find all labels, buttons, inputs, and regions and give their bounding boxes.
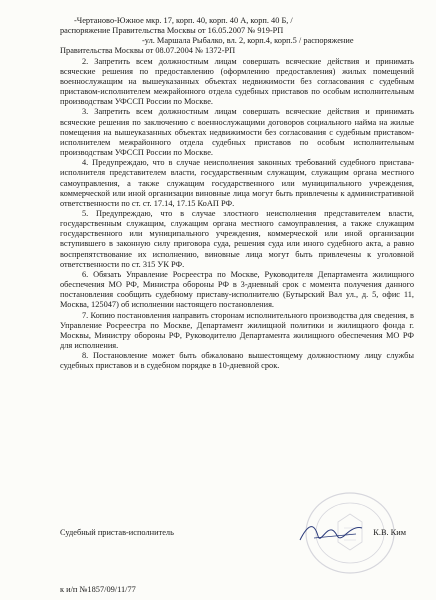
document-body (60, 16, 414, 371)
paragraph-7: 7. Копию постановления направить сторонам исполнительного производства для сведения, в Управление Росреестра по Москве, Департамент жилищной политики и жилищного фонда г. Москвы, Министру обороны РФ, Руководителю Департамента жилищного обеспечения МО РФ для исполнения. (60, 310, 414, 350)
signature-name: К.В. Ким (373, 528, 406, 537)
signature-block (60, 528, 420, 552)
paragraph-5: 5. Предупреждаю, что в случае злостного неисполнения представителем власти, государственным служащим, служащим органа местного самоуправления, а также служащим государственного или муниципального учреждения, коммерческой или иной организации вступившего в законную силу приговора суда, решения суда или иного судебного акта, а равно воспрепятствование их исполнению, виновные лица могут быть привлечены к уголовной ответственности по ст. 315 УК РФ. (60, 208, 414, 269)
address-line: Правительства Москвы от 08.07.2004 № 1372-РП (60, 46, 236, 56)
paragraph-8: 8. Постановление может быть обжаловано вышестоящему должностному лицу службы судебных приставов и в судебном порядке в 10-дневной срок. (60, 351, 414, 371)
handwritten-signature (296, 518, 366, 548)
paragraph-3: 3. Запретить всем должностным лицам совершать всяческие действия и принимать всяческие решения по заключению с военнослужащими договоров социального найма на жилые помещения на вышеуказанных объектах недвижимости без согласования с судебным приставом-исполнителем межрайонного отдела судебных приставов по особым исполнительным производствам УФССП России по Москве. (60, 107, 414, 158)
address-line: распоряжение Правительства Москвы от 16.05.2007 № 919-РП (60, 26, 284, 36)
signature-title: Судебный пристав-исполнитель (60, 528, 174, 537)
footer-reference: к и/п №1857/09/11/77 (60, 585, 136, 594)
paragraph-6: 6. Обязать Управление Росреестра по Москве, Руководителя Департамента жилищного обеспечения МО РФ, Министра обороны РФ в 3-дневный срок с момента получения данного постановления сообщить судебному приставу-исполнителю (Бутырский Вал ул., д. 5, офис 11, Москва, 125047) об исполнении настоящего постановления. (60, 269, 414, 310)
address-line: -ул. Маршала Рыбалко, вл. 2, корп.4, корп.5 / распоряжение (142, 36, 354, 46)
paragraph-4: 4. Предупреждаю, что в случае неисполнения законных требований судебного пристава-исполнителя представителем власти, государственным служащим, служащим органа местного самоуправления, а также служащим государственного или муниципального учреждения, коммерческой или иной организации виновные лица могут быть привлечены к административной ответственности по ст. ст. 17.14, 17.15 КоАП РФ. (60, 158, 414, 208)
address-line: -Чертаново-Южное мкр. 17, корп. 40, корп. 40 А, корп. 40 Б, / (74, 16, 293, 25)
paragraph-2: 2. Запретить всем должностным лицам совершать всяческие действия и принимать всяческие решения по предоставлению (оформлению предоставления) жилых помещений военнослужащим на вышеуказанных объектах недвижимости без согласования с судебным приставом-исполнителем межрайонного отдела судебных приставов по особым исполнительным производствам УФССП России по Москве. (60, 56, 414, 107)
